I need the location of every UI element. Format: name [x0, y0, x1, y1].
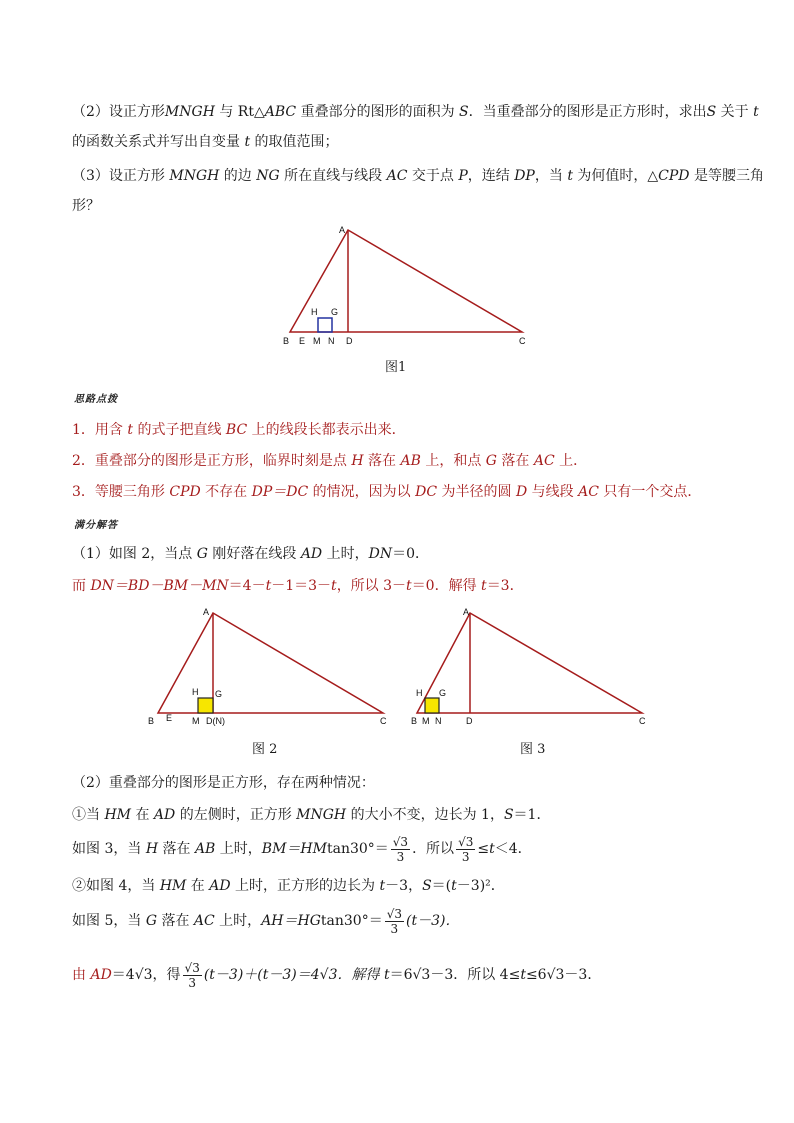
- hint-3: 3．等腰三角形 CPD 不存在 DP＝DC 的情况，因为以 DC 为半径的圆 D 与线段 AC 只有一个交点．: [72, 484, 702, 500]
- hints-heading: 思路点拨: [74, 394, 118, 405]
- label-a: A: [203, 607, 210, 617]
- label-c: C: [639, 716, 646, 726]
- figure-1-caption: 图1: [385, 360, 407, 375]
- label-m: M: [422, 716, 430, 726]
- label-h: H: [192, 687, 199, 697]
- triangle-abc: [158, 613, 383, 713]
- fraction-sqrt3-over-3: $\frac{√3}{3}$: [458, 834, 474, 864]
- label-d: D: [346, 336, 353, 346]
- label-a: A: [339, 225, 346, 235]
- label-m: M: [313, 336, 321, 346]
- triangle-abc: [290, 230, 522, 332]
- label-b: B: [283, 336, 290, 346]
- square-mngh: [425, 698, 439, 713]
- figure-3-caption: 图 3: [520, 742, 546, 757]
- solution-2-final: 由 AD＝4√3，得 $\frac{√3}{3}$ (t－3)＋(t－3)＝4√3．解得 t＝6√3－3．所以 4≤t≤6√3－3．: [72, 960, 602, 990]
- solution-2-fig5-line: 如图 5，当 G 落在 AC 上时，AH＝HGtan30°＝ $\frac{√3}{3}$ (t－3)．: [72, 906, 460, 936]
- figure-1: [275, 220, 535, 355]
- label-b: B: [411, 716, 418, 726]
- label-g: G: [331, 307, 339, 317]
- label-m: M: [192, 716, 200, 726]
- solution-2-fig3-line: 如图 3，当 H 落在 AB 上时，BM＝HMtan30°＝ $\frac{√3}{3}$ ．所以 $\frac{√3}{3}$ ≤t＜4．: [72, 834, 532, 864]
- figure-2: [140, 603, 400, 733]
- triangle-abc: [417, 613, 642, 713]
- square-mngh: [198, 698, 213, 713]
- label-a: A: [463, 607, 470, 617]
- solution-heading: 满分解答: [74, 520, 118, 531]
- solution-2-case-1: ①当 HM 在 AD 的左侧时，正方形 MNGH 的大小不变，边长为 1，S＝1．: [72, 807, 551, 823]
- fraction-sqrt3-over-3: $\frac{√3}{3}$: [386, 906, 402, 936]
- solution-2-intro: （2）重叠部分的图形是正方形，存在两种情况：: [72, 775, 375, 791]
- question-3-line-1: （3）设正方形 MNGH 的边 NG 所在直线与线段 AC 交于点 P，连结 DP，当 t 为何值时，△CPD 是等腰三角: [72, 168, 764, 184]
- square-mngh: [318, 318, 332, 332]
- label-n: N: [328, 336, 335, 346]
- label-c: C: [380, 716, 387, 726]
- question-2-line-2: 的函数关系式并写出自变量 t 的取值范围；: [72, 134, 339, 150]
- question-3-line-2: 形？: [72, 198, 100, 214]
- solution-2-case-2: ②如图 4，当 HM 在 AD 上时，正方形的边长为 t－3，S＝(t－3)²．: [72, 878, 505, 894]
- solution-1-line-2: 而 DN＝BD－BM－MN＝4－t－1＝3－t，所以 3－t＝0．解得 t＝3．: [72, 578, 524, 594]
- fraction-sqrt3-over-3: $\frac{√3}{3}$: [184, 960, 200, 990]
- label-e: E: [299, 336, 306, 346]
- hint-2: 2．重叠部分的图形是正方形，临界时刻是点 H 落在 AB 上，和点 G 落在 AC 上．: [72, 453, 588, 469]
- label-g: G: [439, 688, 447, 698]
- question-2-line-1: （2）设正方形MNGH 与 Rt△ABC 重叠部分的图形的面积为 S．当重叠部分的图形是正方形时，求出S 关于 t: [72, 104, 759, 120]
- figure-2-caption: 图 2: [252, 742, 278, 757]
- fraction-sqrt3-over-3: $\frac{√3}{3}$: [392, 834, 409, 864]
- label-b: B: [148, 716, 155, 726]
- solution-1-line-1: （1）如图 2，当点 G 刚好落在线段 AD 上时，DN＝0．: [72, 546, 430, 562]
- label-h: H: [311, 307, 318, 317]
- label-n: N: [435, 716, 442, 726]
- label-e: E: [166, 713, 173, 723]
- figure-3: [405, 603, 660, 733]
- label-h: H: [416, 688, 423, 698]
- label-dn: D(N): [206, 716, 225, 726]
- label-g: G: [215, 689, 223, 699]
- label-c: C: [519, 336, 526, 346]
- hint-1: 1．用含 t 的式子把直线 BC 上的线段长都表示出来．: [72, 422, 406, 438]
- label-d: D: [466, 716, 473, 726]
